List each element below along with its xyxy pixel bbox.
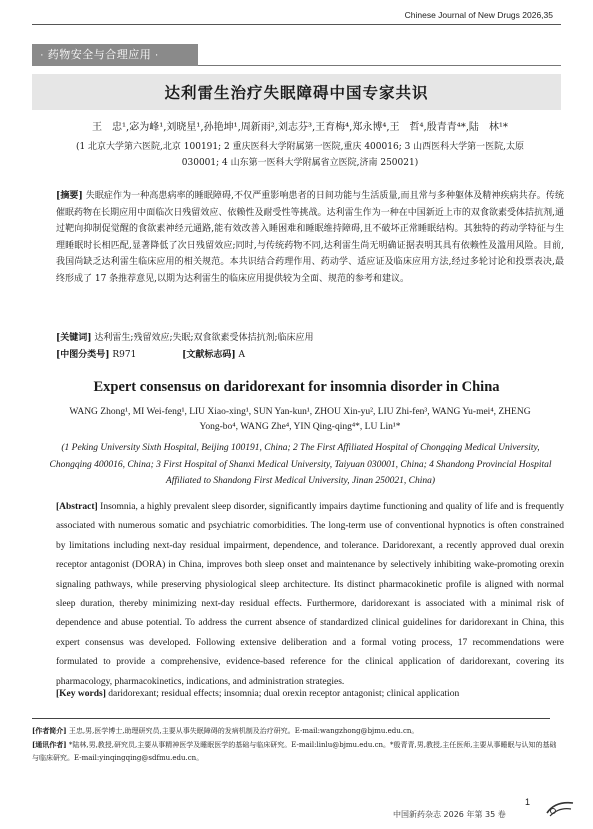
doc-code-value: A	[238, 350, 246, 360]
chinese-abstract-text: 失眠症作为一种高患病率的睡眠障碍,不仅严重影响患者的日间功能与生活质量,而且常与多种躯体及精神疾病共存。传统催眠药物在长期应用中面临次日残留效应、依赖性及耐受性等挑战。达利雷生作为一种在中国新近上市的双食欲素受体拮抗剂,通过靶向抑制促觉醒的食欲素神经元通路,能有效改善入睡困难和睡眠维持障碍,且不破坏正常睡眠结构。其独特的药动学特征与生理睡眠时长相匹配,显著降低了次日残留效应;同时,与传统药物不同,达利雷生尚无明确证据表明其具有依赖性及滥用风险。目前,我国尚缺乏达利雷生临床应用的相关规范。本共识结合药理作用、药动学、适应证及临床应用方法,经过多轮讨论和投票表决,最终形成了 17 条推荐意见,以期为达利雷生的临床应用提供较为全面、规范的参考和建议。	[56, 191, 564, 284]
class-number-value: R971	[112, 350, 137, 360]
chinese-abstract-label: [摘要]	[56, 191, 83, 201]
corresponding-text: *陆林,男,教授,研究员,主要从事精神医学及睡眠医学的基础与临床研究。E-mail:linlu@bjmu.edu.cn。*殷青青,男,教授,主任医师,主要从事睡眠与认知的基础与临床研究。E-mail:yinqingqing@sdfmu.edu.cn。	[32, 741, 557, 762]
english-keywords-label: [Key words]	[56, 689, 106, 699]
title-box	[32, 74, 561, 110]
english-title: Expert consensus on daridorexant for insomnia disorder in China	[93, 379, 500, 395]
section-tag: · 药物安全与合理应用 ·	[32, 44, 198, 66]
journal-header: Chinese Journal of New Drugs 2026,35	[404, 10, 553, 20]
chinese-keywords	[56, 330, 314, 343]
chinese-authors: 王 忠¹,宓为峰¹,刘晓星¹,孙艳坤¹,周新雨²,刘志芬³,王育梅⁴,郑永博⁴,王 哲⁴,殷青青⁴*,陆 林¹*	[92, 122, 508, 133]
english-abstract-label: [Abstract]	[56, 502, 98, 512]
english-keywords	[56, 689, 576, 699]
english-keywords-text: daridorexant; residual effects; insomnia; dual orexin receptor antagonist; clinical application	[108, 689, 460, 699]
chinese-keywords-label: [关键词]	[56, 333, 92, 343]
english-affiliations: (1 Peking University Sixth Hospital, Beijing 100191, China; 2 The First Affiliated Hospital of Chongqing Medical University, Chongqing 400016, China; 3 First Hospital of Shanxi Medical University, Taiyuan 030001, China; 4 Shandong Provincial Hospital Affiliated to Shandong First Medical University, Jinan 250021, China)	[49, 443, 552, 486]
chinese-keywords-text: 达利雷生;残留效应;失眠;双食欲素受体拮抗剂;临床应用	[94, 333, 314, 343]
corresponding-label: [通讯作者]	[32, 740, 67, 749]
author-intro-text: 王忠,男,医学博士,助理研究员,主要从事失眠障碍的发病机制及治疗研究。E-mail:wangzhong@bjmu.edu.cn。	[68, 727, 419, 735]
english-abstract-text: Insomnia, a highly prevalent sleep disorder, significantly impairs daytime functioning and quality of life and is frequently associated with numerous somatic and psychiatric comorbidities. The long-term use of conventional hypnotics is often constrained by limitations including next-day residual impairment, dependence, and tolerance. Daridorexant, a recently approved dual orexin receptor antagonist (DORA) in China, improves both sleep onset and maintenance by selectively inhibiting wake-promoting orexin signaling pathways, while preserving physiological sleep architecture. Its distinct pharmacokinetic profile is aligned with normal sleep duration, thereby minimizing next-day residual effects. Furthermore, daridorexant is associated with a minimal risk of dependence and abuse potential. To address the current absence of standardized clinical guidelines for daridorexant in China, this expert consensus was developed. Following extensive deliberation and a formal voting process, 17 recommendations were formulated to provide a comprehensive, evidence-based reference for the clinical application of daridorexant, covering its pharmacology, pharmacokinetics, indications, and administration strategies.	[56, 502, 564, 687]
chinese-title: 达利雷生治疗失眠障碍中国专家共识	[164, 83, 429, 102]
header-rule	[32, 24, 561, 25]
author-intro-label: [作者简介]	[32, 726, 67, 735]
footnote-rule	[32, 718, 550, 719]
page-number: 1	[525, 797, 531, 807]
english-abstract	[56, 498, 564, 692]
section-rule	[198, 65, 561, 66]
corresponding-footnote	[32, 738, 558, 765]
footnotes	[32, 724, 558, 765]
author-intro-footnote	[32, 724, 558, 738]
chinese-abstract	[56, 188, 564, 288]
english-authors: WANG Zhong¹, MI Wei-feng¹, LIU Xiao-xing¹, SUN Yan-kun¹, ZHOU Xin-yu², LIU Zhi-fen³, WANG Yu-mei⁴, ZHENG Yong-bo⁴, WANG Zhe⁴, YIN Qing-qing⁴*, LU Lin¹*	[69, 407, 531, 432]
chinese-affiliations: (1 北京大学第六医院,北京 100191; 2 重庆医科大学附属第一医院,重庆 400016; 3 山西医科大学第一医院,太原 030001; 4 山东第一医科大学附属省立医院,济南 250021)	[75, 142, 525, 168]
footer-journal-text: 中国新药杂志 2026 年第 35 卷	[393, 810, 506, 819]
class-number-label: [中图分类号]	[56, 350, 110, 360]
journal-logo-icon	[545, 799, 575, 819]
doc-code-label: [文献标志码]	[182, 350, 236, 360]
classification-line	[56, 347, 245, 360]
